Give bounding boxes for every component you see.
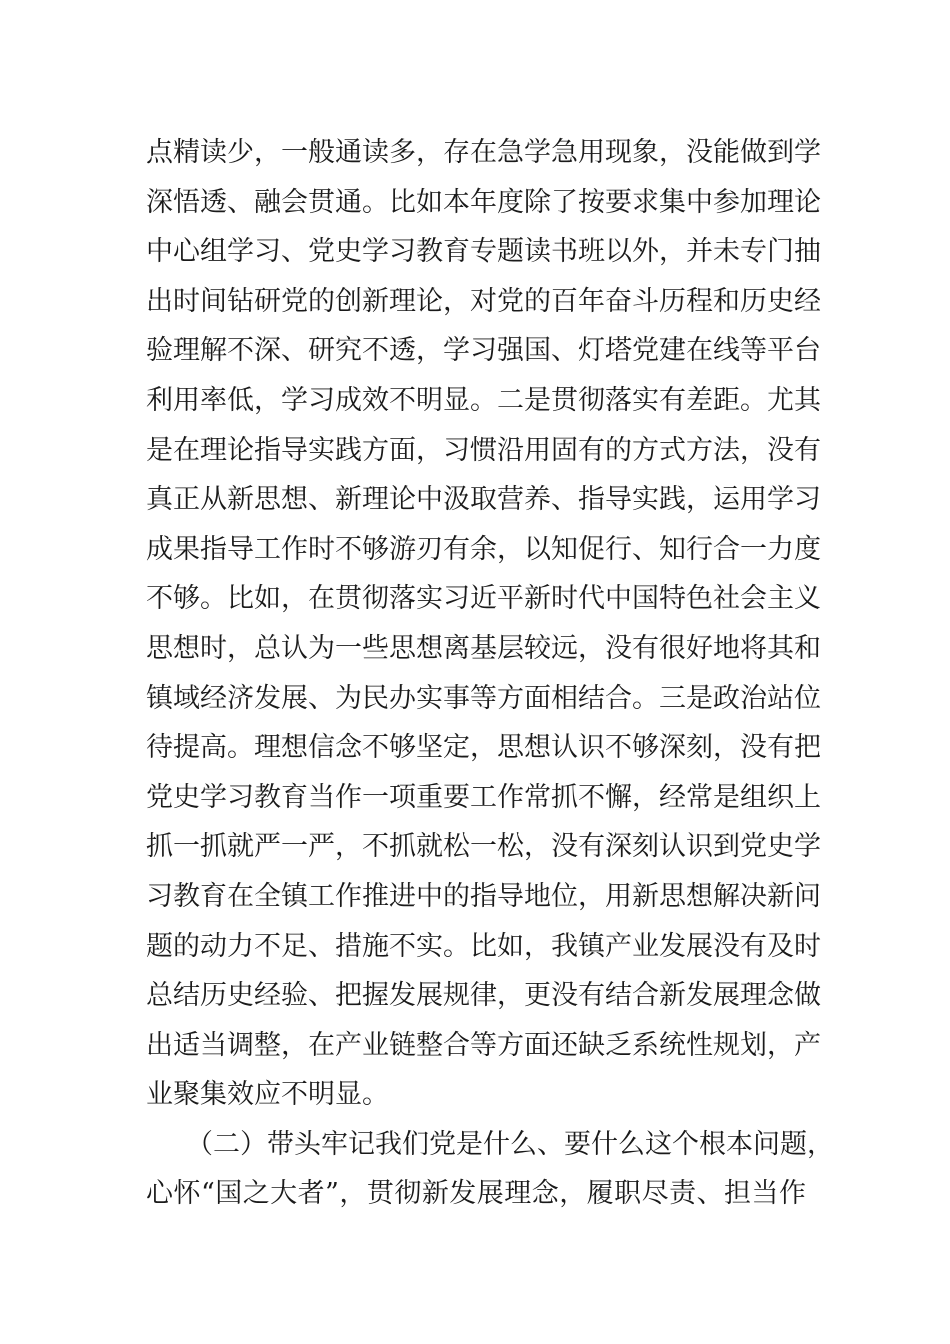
text-line: 利用率低，学习成效不明显。二是贯彻落实有差距。尤其 (146, 384, 821, 416)
text-line: 待提高。理想信念不够坚定，思想认识不够深刻，没有把 (146, 732, 821, 764)
text-line: 不够。比如，在贯彻落实习近平新时代中国特色社会主义 (146, 583, 821, 615)
text-line: 题的动力不足、措施不实。比如，我镇产业发展没有及时 (146, 930, 821, 962)
text-line: 验理解不深、研究不透，学习强国、灯塔党建在线等平台 (146, 335, 821, 367)
text-line: 深悟透、融会贯通。比如本年度除了按要求集中参加理论 (146, 186, 821, 218)
text-line: 出适当调整，在产业链整合等方面还缺乏系统性规划，产 (146, 1029, 821, 1061)
text-line: 成果指导工作时不够游刃有余，以知促行、知行合一力度 (146, 533, 821, 565)
text-line: 真正从新思想、新理论中汲取营养、指导实践，运用学习 (146, 484, 821, 516)
text-line: 心怀“国之大者”，贯彻新发展理念，履职尽责、担当作 (146, 1178, 806, 1210)
text-line: 点精读少，一般通读多，存在急学急用现象，没能做到学 (146, 137, 821, 168)
text-line: 总结历史经验、把握发展规律，更没有结合新发展理念做 (146, 980, 821, 1012)
text-line: 出时间钻研党的创新理论，对党的百年奋斗历程和历史经 (146, 285, 821, 317)
body-text (146, 128, 834, 1219)
text-line: 思想时，总认为一些思想离基层较远，没有很好地将其和 (146, 632, 821, 664)
text-line: 抓一抓就严一严，不抓就松一松，没有深刻认识到党史学 (146, 831, 821, 863)
text-line: 习教育在全镇工作推进中的指导地位，用新思想解决新问 (146, 880, 821, 912)
text-line: 党史学习教育当作一项重要工作常抓不懈，经常是组织上 (146, 781, 821, 813)
section-heading-line: （二）带头牢记我们党是什么、要什么这个根本问题， (186, 1128, 834, 1160)
text-line: 中心组学习、党史学习教育专题读书班以外，并未专门抽 (146, 236, 821, 268)
text-line: 业聚集效应不明显。 (146, 1079, 389, 1111)
text-line: 是在理论指导实践方面，习惯沿用固有的方式方法，没有 (146, 434, 821, 466)
text-line: 镇域经济发展、为民办实事等方面相结合。三是政治站位 (146, 682, 821, 714)
